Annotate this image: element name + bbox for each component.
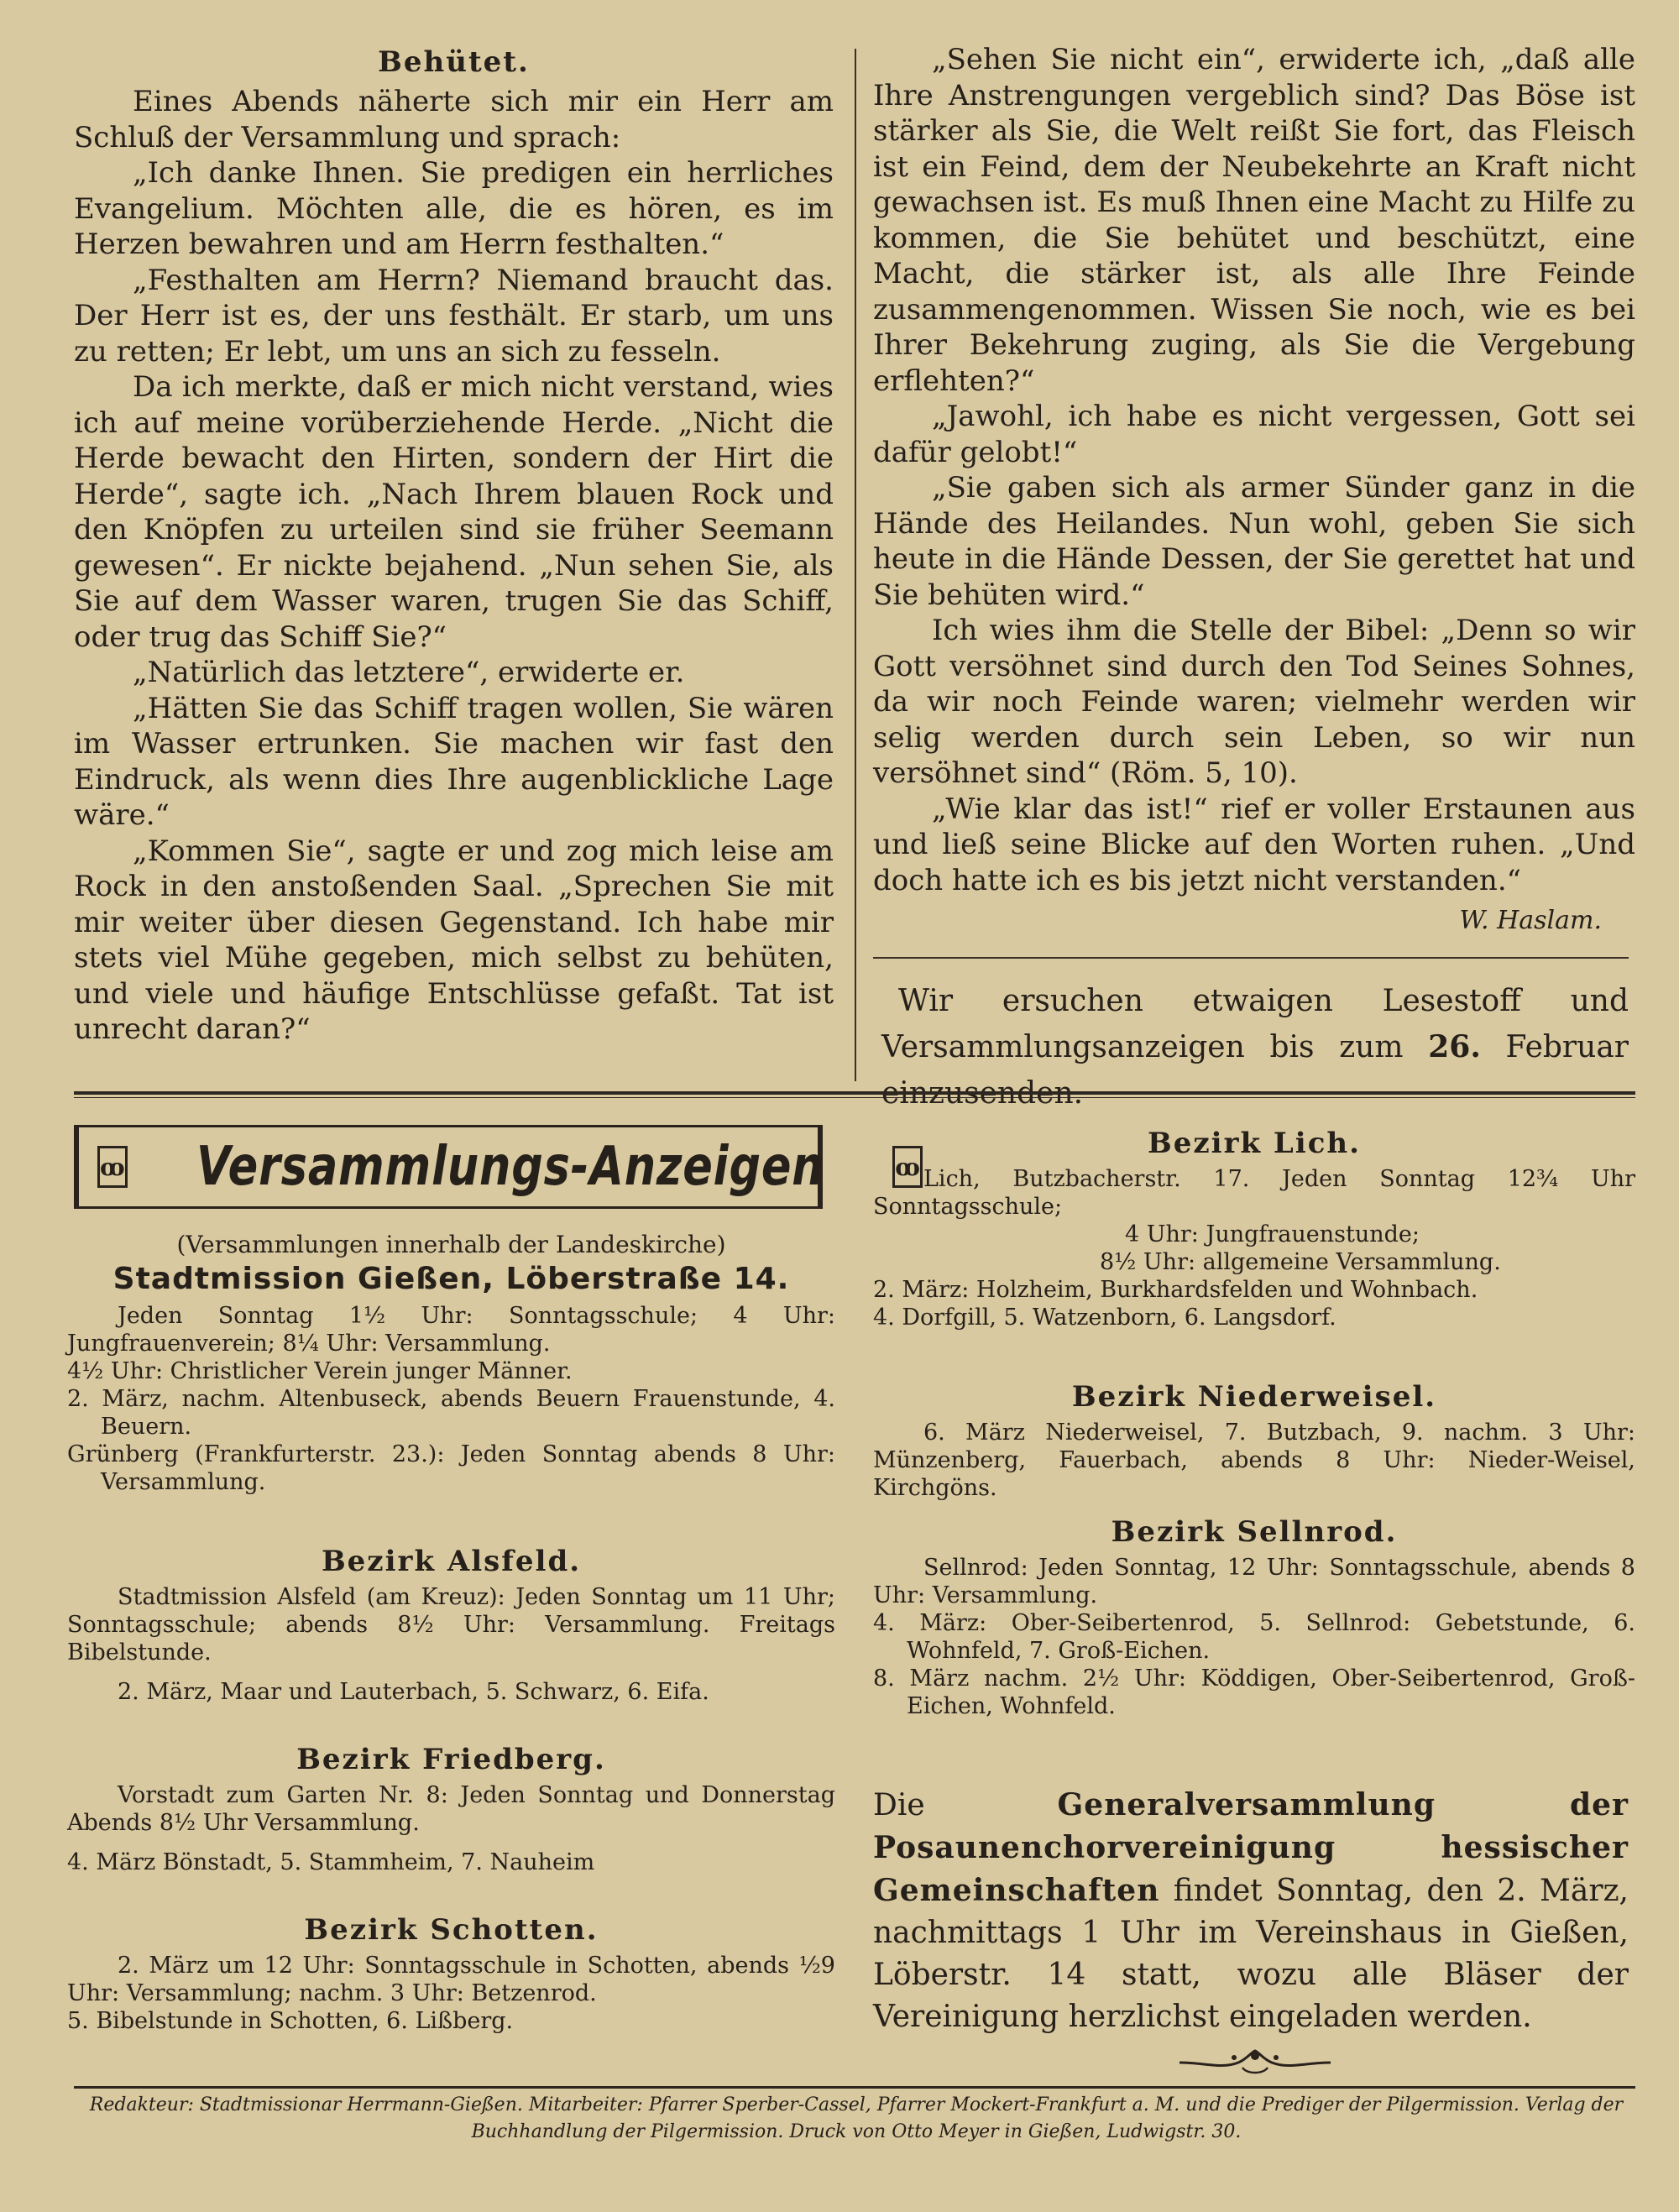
article-paragraph: „Kommen Sie“, sagte er und zog mich leise am Rock in den anstoßenden Saal. „Sprechen Sie mit mir weiter über diesen Gegenstand. Ich habe mir stets viel Mühe gegeben, mich selbst zu behüten, und viele und häufige Entschlüsse gefaßt. Tat ist unrecht daran?“ [74,834,834,1046]
article-title: Behütet. [378,45,530,79]
announcements-subtitle: (Versammlungen innerhalb der Landeskirche) [176,1231,726,1258]
general-lead: Die [873,1788,1058,1822]
section-divider [74,1091,1635,1095]
announcement-line: 4½ Uhr: Christlicher Verein junger Männer. [67,1358,573,1384]
article-paragraph: „Ich danke Ihnen. Sie predigen ein herrliches Evangelium. Möchten alle, die es hören, es im Herzen bewahren und am Herrn festhalten.“ [74,156,834,261]
announcements-banner [74,1125,920,1209]
announcements-right-column [873,1125,1635,1720]
notice-date: 26. [1428,1029,1481,1064]
article-paragraph: „Wie klar das ist!“ rief er voller Erstaunen aus und ließ seine Blicke auf den Worten ruhen. „Und doch hatte ich es bis jetzt nicht verstanden.“ [873,792,1635,897]
ornament-icon: ꝏ [892,1146,923,1188]
article-paragraph: Ich wies ihm die Stelle der Bibel: „Denn so wir Gott versöhnet sind durch den Tod Seines Sohnes, da wir noch Feinde waren; vielmehr werden wir selig werden durch sein Leben, so wir nun versöhnet sind“ (Röm. 5, 10). [873,614,1635,790]
announcement-line: Stadtmission Alsfeld (am Kreuz): Jeden Sonntag um 11 Uhr; Sonntagsschule; abends 8½ Uhr: Versammlung. Freitags Bibelstunde. [67,1584,835,1666]
announcement-line: Grünberg (Frankfurterstr. 23.): Jeden Sonntag abends 8 Uhr: Versammlung. [67,1441,835,1495]
notice-text-before: Wir ersuchen etwaigen Lesestoff und Versammlungsanzeigen bis zum [881,984,1629,1064]
column-divider [855,49,856,1081]
announcement-line: Lich, Butzbacherstr. 17. Jeden Sonntag 12¾ Uhr Sonntagsschule; [873,1166,1635,1220]
article-paragraph: „Festhalten am Herrn? Niemand braucht das. Der Herr ist es, der uns festhält. Er starb, um uns zu retten; Er lebt, um uns an sich zu fesseln. [74,263,834,369]
submission-notice [881,978,1629,1116]
district-heading-sellnrod: Bezirk Sellnrod. [1111,1515,1398,1549]
announcements-left-column [67,1230,835,2035]
general-bold: Generalversammlung der Posaunenchorvereinigung hessischer Gemeinschaften [873,1787,1629,1908]
article-paragraph: Da ich merkte, daß er mich nicht verstand, wies ich auf meine vorüberziehende Herde. „Nicht die Herde bewacht den Hirten, sondern der Hirt die Herde“, sagte ich. „Nach Ihrem blauen Rock und den Knöpfen zu urteilen sind sie früher Seemann gewesen“. Er nickte bejahend. „Nun sehen Sie, als Sie auf dem Wasser waren, trugen Sie das Schiff, oder trug das Schiff Sie?“ [74,370,834,654]
district-heading-friedberg: Bezirk Friedberg. [296,1743,606,1776]
section-divider-thin [74,1097,1635,1098]
ornament-icon: ꝏ [97,1146,128,1188]
ornament-icon [1171,2044,1339,2078]
article-paragraph: „Jawohl, ich habe es nicht vergessen, Gott sei dafür gelobt!“ [873,400,1635,469]
stadtmission-heading: Stadtmission Gießen, Löberstraße 14. [112,1262,790,1296]
general-assembly-notice [873,1784,1629,2038]
announcement-line: 4 Uhr: Jungfrauenstunde; [1125,1221,1420,1247]
district-heading-niederweisel: Bezirk Niederweisel. [1071,1380,1437,1414]
district-heading-schotten: Bezirk Schotten. [304,1913,599,1947]
district-heading-alsfeld: Bezirk Alsfeld. [321,1545,582,1578]
notice-separator [873,957,1629,959]
announcement-line: 2. März, nachm. Altenbuseck, abends Beuern Frauenstunde, 4. Beuern. [67,1386,835,1440]
article-paragraph: Eines Abends näherte sich mir ein Herr am Schluß der Versammlung und sprach: [74,85,834,154]
notice-text-after: Februar [1505,1030,1629,1064]
footer-divider [74,2086,1635,2089]
district-heading-lich: Bezirk Lich. [1148,1127,1361,1160]
announcement-line: 8. März nachm. 2½ Uhr: Köddigen, Ober-Seibertenrod, Groß-Eichen, Wohnfeld. [873,1666,1635,1719]
article-left-column [74,42,834,1048]
announcement-line: 2. März: Holzheim, Burkhardsfelden und Wohnbach. [873,1277,1478,1303]
announcement-line: Vorstadt zum Garten Nr. 8: Jeden Sonntag und Donnerstag Abends 8½ Uhr Versammlung. [67,1782,835,1836]
general-rest: findet Sonntag, den 2. März, nachmittags 1 Uhr im Vereinshaus in Gießen, Löberstr. 14 statt, wozu alle Bläser der Vereinigung herzlichst eingeladen werden. [873,1874,1629,2034]
announcement-line: 2. März um 12 Uhr: Sonntagsschule in Schotten, abends ½9 Uhr: Versammlung; nachm. 3 Uhr: Betzenrod. [67,1953,835,2006]
announcement-line: Sellnrod: Jeden Sonntag, 12 Uhr: Sonntagsschule, abends 8 Uhr: Versammlung. [873,1555,1635,1608]
article-paragraph: „Hätten Sie das Schiff tragen wollen, Sie wären im Wasser ertrunken. Sie machen wir fast den Eindruck, als wenn dies Ihre augenblickliche Lage wäre.“ [74,691,834,832]
article-paragraph: „Sie gaben sich als armer Sünder ganz in die Hände des Heilandes. Nun wohl, geben Sie sich heute in die Hände Dessen, der Sie gerettet hat und Sie behüten wird.“ [873,471,1635,612]
article-paragraph: „Natürlich das letztere“, erwiderte er. [133,656,685,689]
announcement-line: 2. März, Maar und Lauterbach, 5. Schwarz, 6. Eifa. [118,1679,709,1705]
announcement-line: 4. März Bönstadt, 5. Stammheim, 7. Nauheim [67,1849,595,1875]
banner-title: Versammlungs-Anzeigen [196,1136,824,1198]
announcement-line: 8½ Uhr: allgemeine Versammlung. [1100,1249,1501,1275]
announcement-line: 6. März Niederweisel, 7. Butzbach, 9. nachm. 3 Uhr: Münzenberg, Fauerbach, abends 8 Uhr: Nieder-Weisel, Kirchgöns. [873,1420,1635,1501]
article-right-column [873,42,1635,939]
announcement-line: 5. Bibelstunde in Schotten, 6. Lißberg. [67,2008,514,2034]
announcement-line: Jeden Sonntag 1½ Uhr: Sonntagsschule; 4 Uhr: Jungfrauenverein; 8¼ Uhr: Versammlung. [67,1303,835,1357]
article-paragraph: „Sehen Sie nicht ein“, erwiderte ich, „daß alle Ihre Anstrengungen vergeblich sind? Das Böse ist stärker als Sie, die Welt reißt Sie fort, das Fleisch ist ein Feind, dem der Neubekehrte an Kraft nicht gewachsen ist. Es muß Ihnen eine Macht zu Hilfe zu kommen, die Sie behütet und beschützt, eine Macht, die stärker ist, als alle Ihre Feinde zusammengenommen. Wissen Sie noch, wie es bei Ihrer Bekehrung zuging, als Sie die Vergebung erflehten?“ [873,43,1635,398]
announcement-line: 4. März: Ober-Seibertenrod, 5. Sellnrod: Gebetstunde, 6. Wohnfeld, 7. Groß-Eichen. [873,1610,1635,1664]
article-author: W. Haslam. [1459,906,1602,935]
imprint-footer: Redakteur: Stadtmissionar Herrmann-Gießen. Mitarbeiter: Pfarrer Sperber-Cassel, Pfarrer Mockert-Frankfurt a. M. und die Prediger der Pilgermission. Verlag der Buchhandlung der Pilgermission. Druck von Otto Meyer in Gießen, Ludwigstr. 30. [89,2094,1624,2142]
announcement-line: 4. Dorfgill, 5. Watzenborn, 6. Langsdorf. [873,1305,1336,1331]
